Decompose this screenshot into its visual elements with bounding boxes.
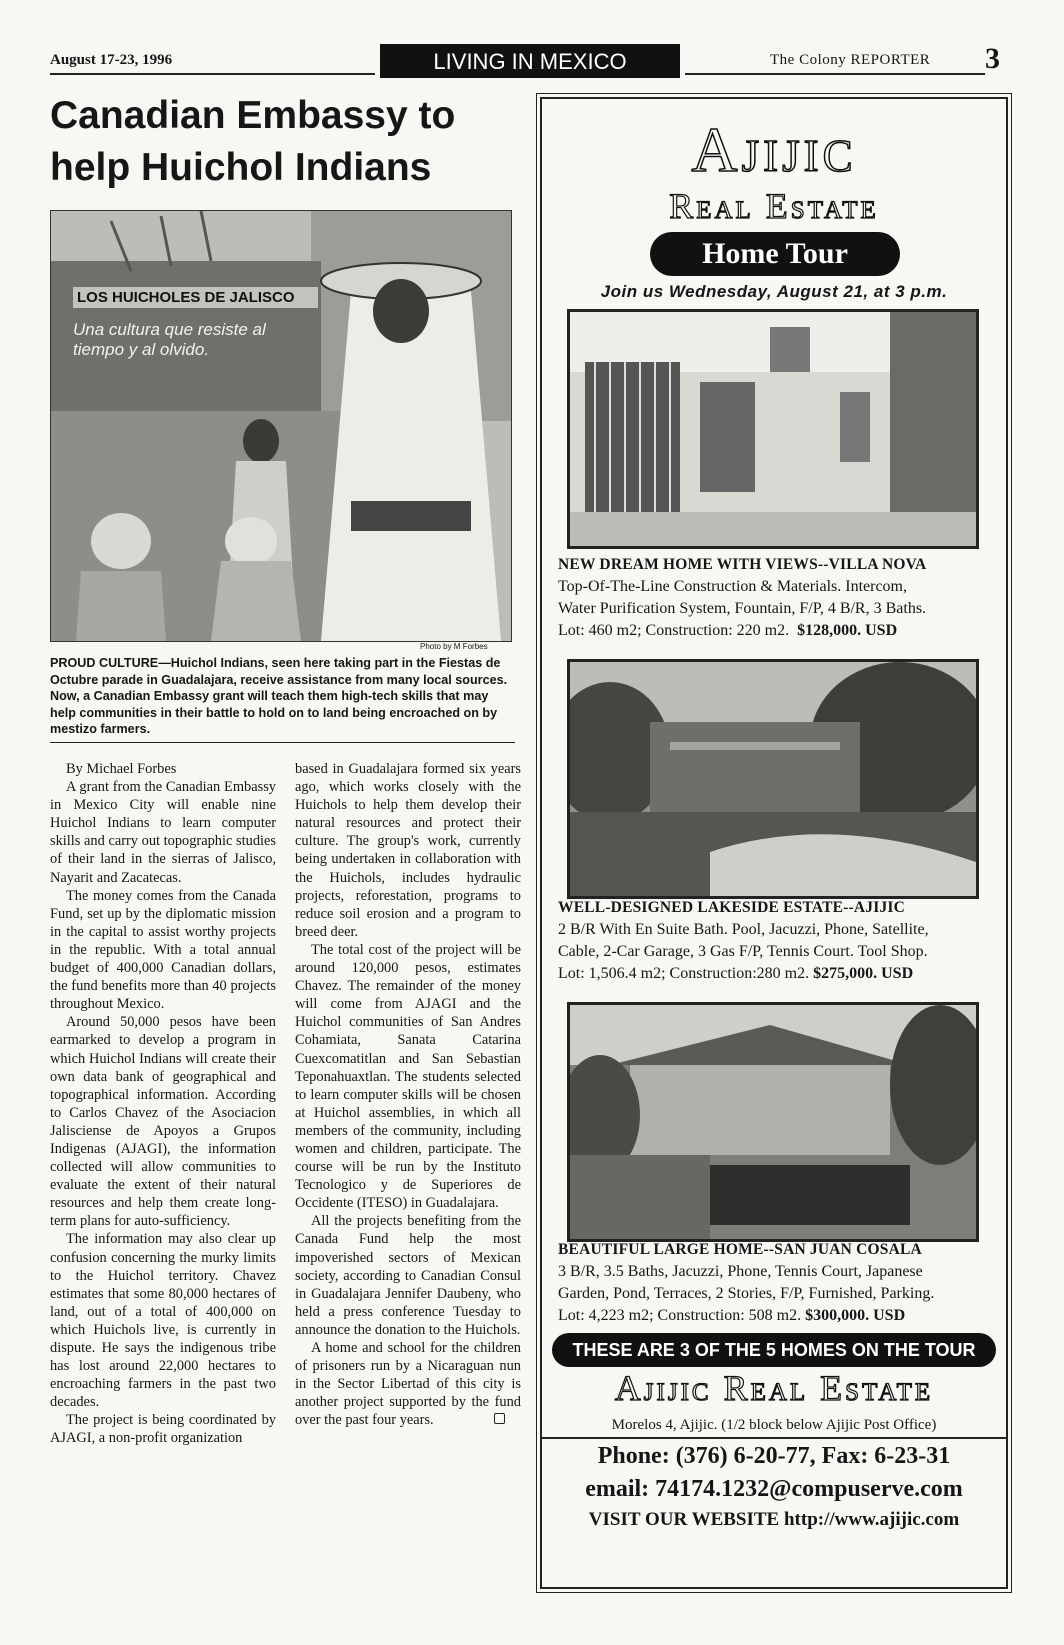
paragraph: The money comes from the Canada Fund, set up by the diplomatic mission in the capital to assist worthy projects in the republic. With a total annual budget of 400,000 Canadian dollars, the fund benefits more than 40 projects throughout Mexico. (50, 887, 276, 1013)
listing-size (558, 1305, 998, 1327)
photo-credit: Photo by M Forbes (420, 642, 488, 651)
listing-price: $275,000. USD (813, 965, 914, 982)
paragraph: The project is being coordinated by AJAGI, a non-profit organization (50, 1412, 276, 1447)
paragraph: based in Guadalajara formed six years ago, which works closely with the Huichols to help them develop their natural resources and protect their culture. The group's work, currently being undertaken in collaboration with the Huichols, includes hydraulic projects, reforestation, programs to reduce soil erosion and a program to breed deer. (295, 761, 521, 940)
listing-lot: Lot: 4,223 m2; Construction: 508 m2. (558, 1307, 802, 1324)
home-tour-badge: Home Tour (650, 232, 900, 276)
listing-details: 2 B/R With En Suite Bath. Pool, Jacuzzi, Phone, Satellite, (558, 921, 929, 938)
ad-footer-title: Ajijic Real Estate (614, 1368, 934, 1408)
listing-lot: Lot: 1,506.4 m2; Construction:280 m2. (558, 965, 810, 982)
masthead-rule-right (685, 73, 985, 75)
article-column-1 (50, 760, 276, 1448)
ad-email: email: 74174.1232@compuserve.com (585, 1476, 963, 1502)
page-number: 3 (985, 42, 1000, 75)
listing-price: $128,000. USD (797, 622, 898, 639)
article-photo (50, 210, 512, 642)
listing-san-juan-cosala (558, 1239, 998, 1327)
listing-villa-nova (558, 554, 998, 642)
article-column-2 (295, 760, 521, 1429)
paragraph-text: A home and school for the children of prisoners run by a Nicaraguan nun in the Sector Libertad of this city is another project supported by the fund over the past four years. (295, 1340, 521, 1429)
photo-banner-line-1: LOS HUICHOLES DE JALISCO (73, 287, 318, 308)
house-photo-lakeside-estate (567, 659, 979, 899)
headline-line-2: help Huichol Indians (50, 146, 432, 189)
listing-details: Garden, Pond, Terraces, 2 Stories, F/P, Furnished, Parking. (558, 1285, 935, 1302)
listing-details: Cable, 2-Car Garage, 3 Gas F/P, Tennis Court. Tool Shop. (558, 943, 928, 960)
photo-caption: PROUD CULTURE—Huichol Indians, seen here taking part in the Fiestas de Octubre parade in Guadalajara, receive assistance from many local sources. Now, a Canadian Embassy grant will teach them high-tech skills that may help communities in their battle to hold on to land being encroached on by mestizo farmers. (50, 655, 515, 743)
ad-website: VISIT OUR WEBSITE http://www.ajijic.com (588, 1509, 960, 1530)
listing-lakeside-estate (558, 897, 998, 985)
tour-date: Join us Wednesday, August 21, at 3 p.m. (600, 282, 948, 301)
listing-price: $300,000. USD (805, 1307, 906, 1324)
paper-name: The Colony REPORTER (770, 52, 931, 68)
parade-photo-illustration (51, 211, 511, 641)
real-estate-ad (540, 97, 1008, 1589)
listing-title: BEAUTIFUL LARGE HOME--SAN JUAN COSALA (558, 1241, 922, 1258)
house-photo-villa-nova (567, 309, 979, 549)
house-image (570, 312, 976, 546)
photo-banner-line-2: Una cultura que resiste al (73, 320, 266, 339)
issue-date: August 17-23, 1996 (50, 52, 173, 68)
paragraph: The information may also clear up confusion concerning the murky limits to the Huichol territory. Chavez estimates that some 80,000 hectares of land, out of a total of 400,000 on which Huichols live, is currently in dispute. He says the indigenous tribe has lost around 22,000 hectares to encroaching farmers in the past two decades. (50, 1231, 276, 1411)
byline: By Michael Forbes (66, 761, 177, 777)
house-image (570, 1005, 976, 1239)
section-label: LIVING IN MEXICO (380, 44, 680, 78)
photo-banner-text (73, 287, 318, 360)
ad-contact-block (542, 1437, 1006, 1535)
paragraph: All the projects benefiting from the Canada Fund help the most impoverished sectors of Mexican society, according to Canadian Consul in Guadalajara Jennifer Daubeny, who held a press conference Tuesday to announce the donation to the Huichols. (295, 1213, 521, 1338)
ad-address: Morelos 4, Ajijic. (1/2 block below Ajijic Post Office) (611, 1417, 937, 1433)
listing-details: 3 B/R, 3.5 Baths, Jacuzzi, Phone, Tennis Court, Japanese (558, 1263, 923, 1280)
listing-details: Top-Of-The-Line Construction & Materials. Intercom, (558, 578, 907, 595)
house-photo-san-juan-cosala (567, 1002, 979, 1242)
listing-size (558, 620, 998, 642)
article-headline (50, 90, 520, 194)
paragraph: Around 50,000 pesos have been earmarked to develop a program in which Huichol Indians will create their own data bank of geographical and topographical information. According to Carlos Chavez of the Asociacion Jalisciense de Apoyos a Grupos Indigenas (AJAGI), the information collected will allow communities to evaluate the extent of their natural resources and help them create long-term plans for auto-sufficiency. (50, 1014, 276, 1230)
masthead (50, 44, 1010, 84)
paragraph: The total cost of the project will be around 120,000 pesos, estimates Chavez. The remainder of the money will come from AJAGI and the Huichol communities of San Andres Cohamiata, Sanata Catarina Cuexcomatitlan and San Sebastian Teponahuaxtlan. The students selected to learn computer skills will be chosen at Huichol assemblies, in which all members of the community, including women and children, participate. The course will be run by the Instituto Tecnologico y de Superiores de Occidente (ITESO) in Guadalajara. (295, 941, 521, 1212)
photo-banner-line-3: tiempo y al olvido. (73, 340, 210, 359)
ad-subtitle: Real Estate (669, 186, 879, 226)
listing-size (558, 963, 998, 985)
paragraph (295, 1339, 521, 1429)
house-image (570, 662, 976, 896)
paragraph: A grant from the Canadian Embassy in Mexico City will enable nine Huichol Indians to learn computer skills and carry out topographic studies of their land in the sierras of Jalisco, Nayarit and Zacatecas. (50, 779, 276, 886)
masthead-rule-left (50, 73, 375, 75)
end-of-story-icon (494, 1413, 505, 1424)
tour-banner: THESE ARE 3 OF THE 5 HOMES ON THE TOUR (552, 1333, 996, 1367)
ad-title: Ajijic (691, 114, 857, 185)
listing-lot: Lot: 460 m2; Construction: 220 m2. (558, 622, 790, 639)
listing-details: Water Purification System, Fountain, F/P, 4 B/R, 3 Baths. (558, 600, 927, 617)
headline-line-1: Canadian Embassy to (50, 94, 456, 137)
ad-phone: Phone: (376) 6-20-77, Fax: 6-23-31 (597, 1443, 951, 1469)
listing-title: NEW DREAM HOME WITH VIEWS--VILLA NOVA (558, 556, 927, 573)
listing-title: WELL-DESIGNED LAKESIDE ESTATE--AJIJIC (558, 899, 906, 916)
